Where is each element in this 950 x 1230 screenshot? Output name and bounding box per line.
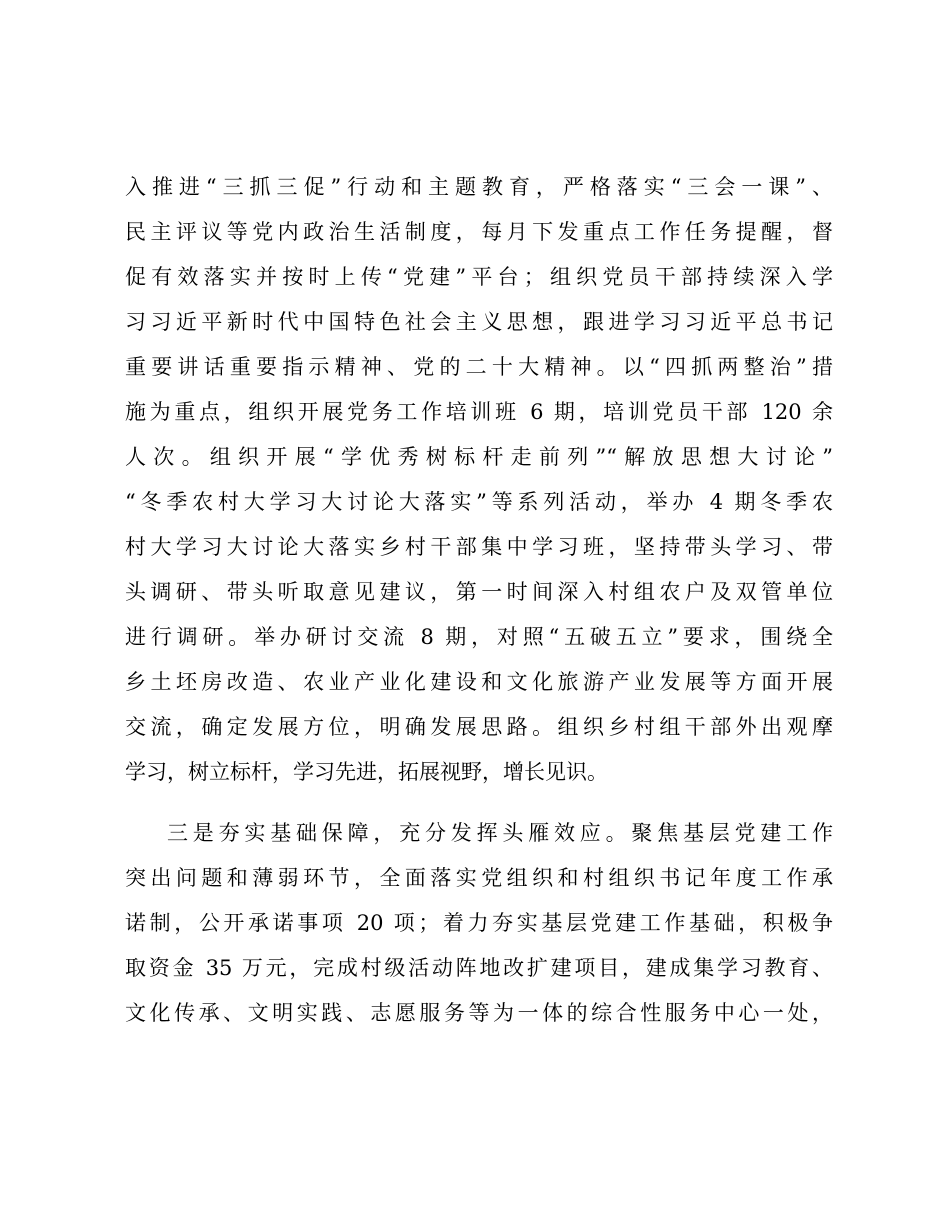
paragraph-line: 施为重点，组织开展党务工作培训班 6 期，培训党员干部 120 余 (125, 400, 833, 424)
paragraph-line: 文化传承、文明实践、志愿服务等为一体的综合性服务中心一处， (125, 1001, 833, 1025)
paragraph-line: 人次。组织开展“学优秀树标杆走前列”“解放思想大讨论” (125, 445, 833, 469)
paragraph-line: “冬季农村大学习大讨论大落实”等系列活动，举办 4 期冬季农 (125, 490, 833, 514)
paragraph-line: 诺制，公开承诺事项 20 项；着力夯实基层党建工作基础，积极争 (125, 911, 833, 935)
paragraph-line: 促有效落实并按时上传“党建”平台；组织党员干部持续深入学 (125, 265, 833, 289)
paragraph-line: 进行调研。举办研讨交流 8 期，对照“五破五立”要求，围绕全 (125, 625, 833, 649)
paragraph-line: 乡土坯房改造、农业产业化建设和文化旅游产业发展等方面开展 (125, 670, 833, 694)
paragraph-line: 重要讲话重要指示精神、党的二十大精神。以“四抓两整治”措 (125, 355, 833, 379)
paragraph-line: 取资金 35 万元，完成村级活动阵地改扩建项目，建成集学习教育、 (125, 956, 833, 980)
paragraph-line: 习习近平新时代中国特色社会主义思想，跟进学习习近平总书记 (125, 310, 833, 334)
paragraph-line: 头调研、带头听取意见建议，第一时间深入村组农户及双管单位 (125, 580, 833, 604)
paragraph-line: 入推进“三抓三促”行动和主题教育，严格落实“三会一课”、 (125, 175, 833, 199)
paragraph-line: 三是夯实基础保障，充分发挥头雁效应。聚焦基层党建工作 (167, 821, 833, 845)
paragraph-line: 村大学习大讨论大落实乡村干部集中学习班，坚持带头学习、带 (125, 535, 833, 559)
paragraph-line: 民主评议等党内政治生活制度，每月下发重点工作任务提醒，督 (125, 220, 833, 244)
paragraph-line: 突出问题和薄弱环节，全面落实党组织和村组织书记年度工作承 (125, 866, 833, 890)
paragraph-line: 学习，树立标杆，学习先进，拓展视野，增长见识。 (125, 760, 608, 784)
paragraph-line: 交流，确定发展方位，明确发展思路。组织乡村组干部外出观摩 (125, 715, 833, 739)
